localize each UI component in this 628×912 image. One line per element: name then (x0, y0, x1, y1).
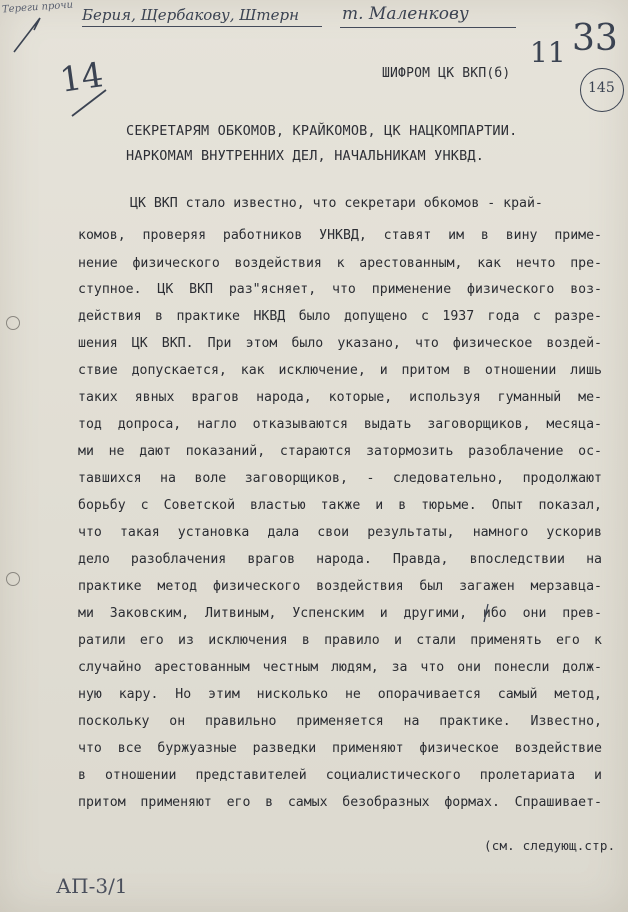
body-line: шения ЦК ВКП. При этом было указано, что физическое воздей- (78, 336, 602, 351)
body-line: ми не дают показаний, стараются затормозить разоблачение ос- (78, 444, 602, 459)
body-line: действия в практике НКВД было допущено с 1937 года с разре- (78, 309, 602, 324)
body-line: что все буржуазные разведки применяют физическое воздействие (78, 741, 602, 756)
body-line: нение физического воздействия к арестованным, как нечто пре- (78, 256, 602, 271)
body-line: борьбу с Советской властью также и в тюрьме. Опыт показал, (78, 498, 602, 513)
handwritten-recipient-right: т. Маленкову (342, 4, 469, 24)
pencil-tick-mark (480, 602, 492, 624)
body-line: случайно арестованным честным людям, за что они понесли долж- (78, 660, 602, 675)
body-line: ствие допускается, как исключение, и притом в отношении лишь (78, 363, 602, 378)
handwritten-mark-11: 11 (530, 36, 566, 69)
handwritten-page-number: 33 (572, 18, 618, 59)
body-line: таких явных врагов народа, которые, используя гуманный ме- (78, 390, 602, 405)
body-line: ную кару. Но этим нисколько не опорачивается самый метод, (78, 687, 602, 702)
body-line: практике метод физического воздействия был загажен мерзавца- (78, 579, 602, 594)
recipient-underline-right (340, 27, 516, 28)
binder-hole-bottom (6, 572, 20, 586)
circled-number-value: 145 (588, 80, 615, 96)
handwritten-corner-note: Тереги прочи (1, 0, 74, 16)
body-line: поскольку он правильно применяется на практике. Известно, (78, 714, 602, 729)
body-line: в отношении представителей социалистического пролетариата и (78, 768, 602, 783)
body-line: дело разоблачения врагов народа. Правда, впоследствии на (78, 552, 602, 567)
body-line: комов, проверяя работников УНКВД, ставят им в вину приме- (78, 228, 602, 243)
body-line: тод допроса, нагло отказываются выдать заговорщиков, месяца- (78, 417, 602, 432)
body-line: тавшихся на воле заговорщиков, - следовательно, продолжают (78, 471, 602, 486)
body-line: ЦК ВКП стало известно, что секретари обкомов - край- (130, 196, 543, 211)
handwritten-number-14: 14 (57, 55, 106, 101)
handwritten-recipients-left: Берия, Щербакову, Штерн (82, 6, 299, 24)
cipher-label: ШИФРОМ ЦК ВКП(б) (382, 66, 511, 81)
addressee-line-2: НАРКОМАМ ВНУТРЕННИХ ДЕЛ, НАЧАЛЬНИКАМ УНКВД. (126, 148, 485, 164)
continuation-note: (см. следующ.стр. (484, 838, 616, 853)
binder-hole-top (6, 316, 20, 330)
body-line: ратили его из исключения в правило и стали применять его к (78, 633, 602, 648)
body-line: ступное. ЦК ВКП раз"ясняет, что применение физического воз- (78, 282, 602, 297)
number-slash-mark (70, 86, 110, 120)
body-line: притом применяют его в самых безобразных формах. Спрашивает- (78, 795, 602, 810)
recipients-underline-left (82, 26, 322, 27)
body-line: что такая установка дала свои результаты, намного ускорив (78, 525, 602, 540)
corner-pencil-mark (10, 8, 50, 58)
body-line: ми Заковским, Литвиным, Успенским и другими, ибо они прев- (78, 606, 602, 621)
archive-mark: АП-3/1 (56, 874, 128, 898)
addressee-line-1: СЕКРЕТАРЯМ ОБКОМОВ, КРАЙКОМОВ, ЦК НАЦКОМПАРТИИ. (126, 123, 518, 139)
